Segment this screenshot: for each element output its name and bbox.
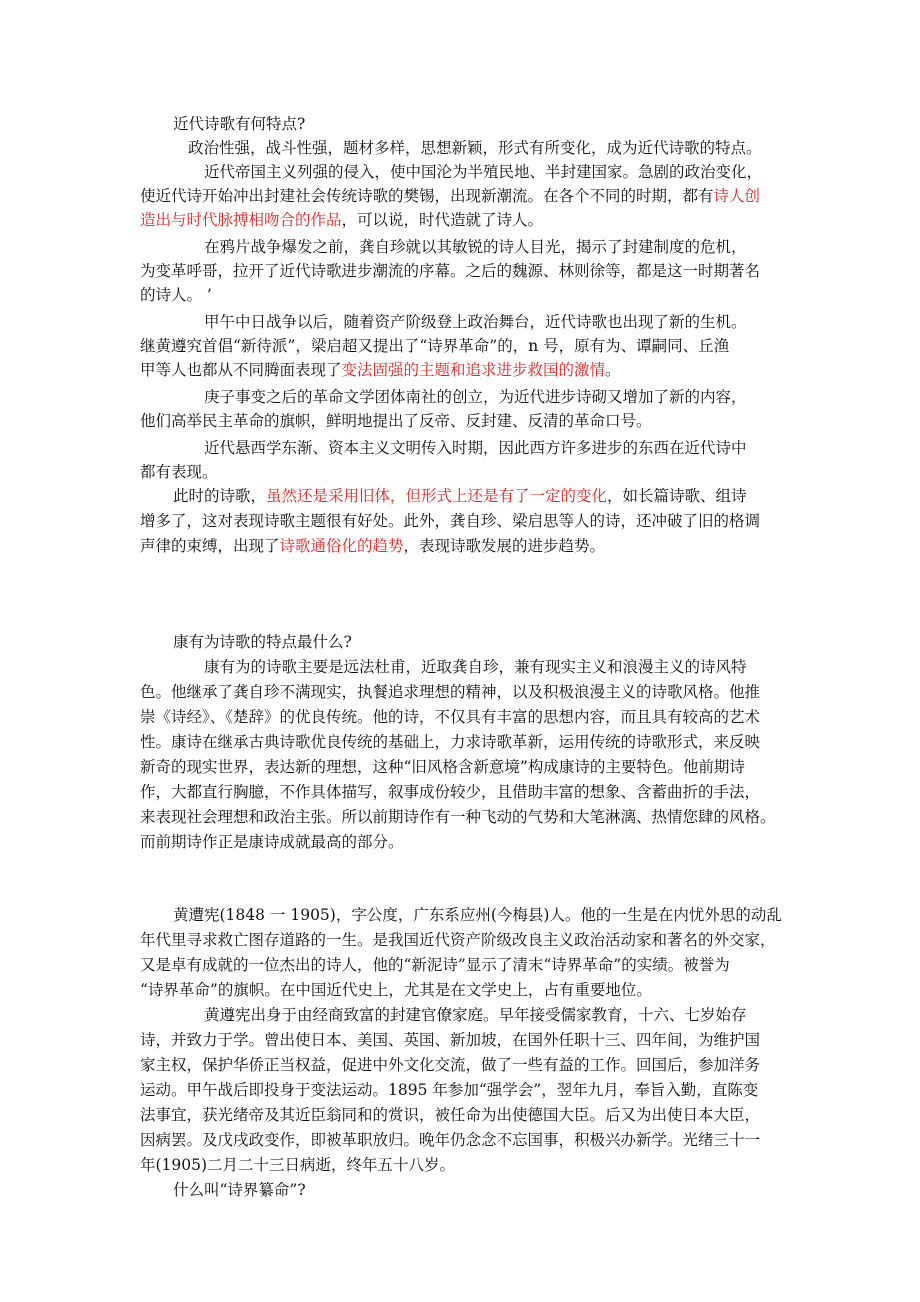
paragraph-line: 色。他继承了龚自珍不满现实，执餐追求理想的精神，以及积极浪漫主义的诗歌风格。他推 bbox=[140, 683, 761, 701]
paragraph-line: 年(1905)二月二十三日病逝，终年五十八岁。 bbox=[140, 1156, 456, 1174]
section1-summary: 政治性强，战斗性强，题材多样，思想新颖，形式有所变化，成为近代诗歌的特点。 bbox=[188, 139, 762, 157]
paragraph-line: 年代里寻求救亡图存道路的一生。是我国近代资产阶级改良主义政治活动家和著名的外交家， bbox=[140, 931, 776, 949]
paragraph-line: 黄遭宪(1848 一 1905)，字公度，广东系应州(今梅县)人。他的一生是在内忧外思的动乱 bbox=[173, 906, 782, 924]
paragraph-line: 为变革呼哥，拉开了近代诗歌进步潮流的序幕。之后的魏源、林则徐等，都是这一时期著名 bbox=[140, 262, 761, 280]
paragraph-line: 继黄遵究首倡“新待派”，梁启超又提出了“诗界革命”的，n 号，原有为、谭嗣同、丘渔 bbox=[140, 337, 730, 355]
highlight-red: 诗歌通俗化的趋势 bbox=[279, 537, 404, 555]
paragraph-line: 都有表现。 bbox=[140, 463, 218, 481]
paragraph-line: 增多了，这对表现诗歌主题很有好处。此外，龚自珍、梁启思等人的诗，还冲破了旧的格调 bbox=[140, 512, 761, 530]
paragraph-line: 甲午中日战争以后，随着资产阶级登上政治舞台，近代诗歌也出现了新的生机。 bbox=[204, 313, 747, 331]
paragraph-line: 使近代诗开始冲出封建社会传统诗歌的樊锡，出现新潮流。在各个不同的时期，都有诗人创 bbox=[140, 187, 761, 205]
paragraph-line: 因病罢。及戊戌政变作，即被革职放归。晚年仍念念不忘国事，积极兴办新学。光绪三十一 bbox=[140, 1131, 761, 1149]
paragraph-line: 诗，并致力于学。曾出使日本、美国、英国、新加坡，在国外任职十三、四年间，为维护国 bbox=[140, 1031, 761, 1049]
highlight-red: 诗人创 bbox=[713, 187, 761, 205]
paragraph-line: 庚子事变之后的革命文学团体南社的创立，为近代进步诗砌又增加了新的内容， bbox=[204, 388, 747, 406]
section1-question: 近代诗歌有何特点? bbox=[173, 115, 306, 133]
paragraph-line: 家主权，保护华侨正当权益，促进中外文化交流，做了一些有益的工作。回国后，参加洋务 bbox=[140, 1056, 761, 1074]
paragraph-line: 而前期诗作正是康诗成就最高的部分。 bbox=[140, 833, 404, 851]
paragraph-line: 运动。甲午战后即投身于变法运动。1895 年参加“强学会”，翌年九月，奉旨入勤，直陈变 bbox=[140, 1081, 759, 1099]
paragraph-line: 又是卓有成就的一位杰出的诗人，他的“新泥诗”显示了清末“诗界革命”的实绩。被誉为 bbox=[140, 956, 730, 974]
paragraph-line: 近代帝国主义列强的侵入，使中国沦为半殖民地、半封建国家。急剧的政治变化， bbox=[204, 163, 763, 181]
paragraph-line: 来表现社会理想和政治主张。所以前期诗作有一种飞动的气势和大笔淋漓、热情您肆的风格。 bbox=[140, 808, 776, 826]
highlight-red: 造出与时代脉搏相吻合的作品 bbox=[140, 211, 342, 229]
paragraph-line: 此时的诗歌，虽然还是采用旧体，但形式上还是有了一定的变化，如长篇诗歌、组诗 bbox=[173, 487, 747, 505]
paragraph-line: 作，大都直行胸臆，不作具体描写，叙事成份较少，且借助丰富的想象、含蓄曲折的手法， bbox=[140, 783, 761, 801]
paragraph-line: 崇《诗经》、《楚辞》的优良传统。他的诗，不仅具有丰富的思想内容，而且具有较高的艺术 bbox=[140, 708, 761, 726]
highlight-red: 虽然还是采用旧体，但形式上还是有了一定的变化 bbox=[266, 487, 608, 505]
paragraph-line: 法事宜，获光绪帝及其近臣翁同和的赏识，被任命为出使德国大臣。后又为出使日本大臣， bbox=[140, 1106, 761, 1124]
paragraph-line: 新奇的现实世界，表达新的理想，这种“旧风格含新意境”构成康诗的主要特色。他前期诗 bbox=[140, 758, 745, 776]
paragraph-line: 声律的束缚，出现了诗歌通俗化的趋势，表现诗歌发展的进步趋势。 bbox=[140, 537, 606, 555]
paragraph-line: 性。康诗在继承古典诗歌优良传统的基础上，力求诗歌革新，运用传统的诗歌形式，来反映 bbox=[140, 733, 761, 751]
paragraph-line: “诗界革命”的旗帜。在中国近代史上，尤其是在文学史上，占有重要地位。 bbox=[140, 981, 652, 999]
paragraph-line: 甲等人也都从不同腾面表现了变法固强的主题和追求进步救国的激情。 bbox=[140, 361, 621, 379]
paragraph-line: 造出与时代脉搏相吻合的作品，可以说，时代造就了诗人。 bbox=[140, 211, 544, 229]
paragraph-line: 黄遵宪出身于由经商致富的封建官僚家庭。早年接受儒家教育，十六、七岁始存 bbox=[204, 1006, 747, 1024]
section2-question: 康有为诗歌的特点最什么? bbox=[173, 633, 352, 651]
paragraph-line: 的诗人。 ’ bbox=[140, 286, 212, 304]
highlight-red: 变法固强的主题和追求进步救国的激情 bbox=[341, 361, 606, 379]
paragraph-line: 他们高举民主革命的旗帜，鲜明地提出了反帝、反封建、反清的革命口号。 bbox=[140, 412, 652, 430]
section3-question: 什么叫“诗界纂命”? bbox=[173, 1181, 306, 1199]
paragraph-line: 近代悬西学东渐、资本主义文明传入时期，因此西方许多进步的东西在近代诗中 bbox=[204, 439, 747, 457]
paragraph-line: 在鸦片战争爆发之前，龚自珍就以其敏锐的诗人目光，揭示了封建制度的危机， bbox=[204, 238, 747, 256]
paragraph-line: 康有为的诗歌主要是远法杜甫，近取龚自珍，兼有现实主义和浪漫主义的诗风特 bbox=[204, 658, 747, 676]
